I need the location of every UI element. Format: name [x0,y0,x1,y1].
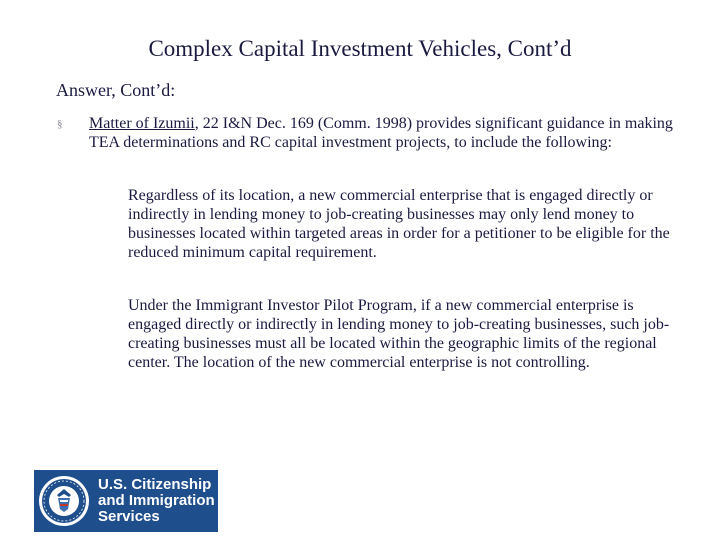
logo-text [98,477,215,525]
case-name: Matter of Izumii [89,115,195,132]
quote-paragraph: Regardless of its location, a new commercial enterprise that is engaged directly or indirectly in lending money to job-creating businesses may only lend money to businesses located within targeted areas in order for a petitioner to be eligible for the reduced minimum capital requirement. [128,187,670,261]
bullet-text-body: , 22 I&N Dec. 169 (Comm. 1998) provides significant guidance in making TEA determinations and RC capital investment projects, to include the following: [89,115,673,151]
bullet-text [89,114,689,152]
logo-line: Services [98,508,160,525]
answer-heading: Answer, Cont’d: [56,80,176,100]
logo-line: U.S. Citizenship [98,476,212,493]
bullet-marker: § [57,118,63,130]
quote-paragraph: Under the Immigrant Investor Pilot Program, if a new commercial enterprise is engaged directly or indirectly in lending money to job-creating businesses, such job-creating businesses must all be located within the geographic limits of the regional center. The location of the new commercial enterprise is not controlling. [128,297,670,371]
dhs-seal-icon [38,475,90,527]
slide-title: Complex Capital Investment Vehicles, Cont’d [148,36,572,61]
uscis-logo [34,470,218,532]
logo-line: and Immigration [98,492,215,509]
